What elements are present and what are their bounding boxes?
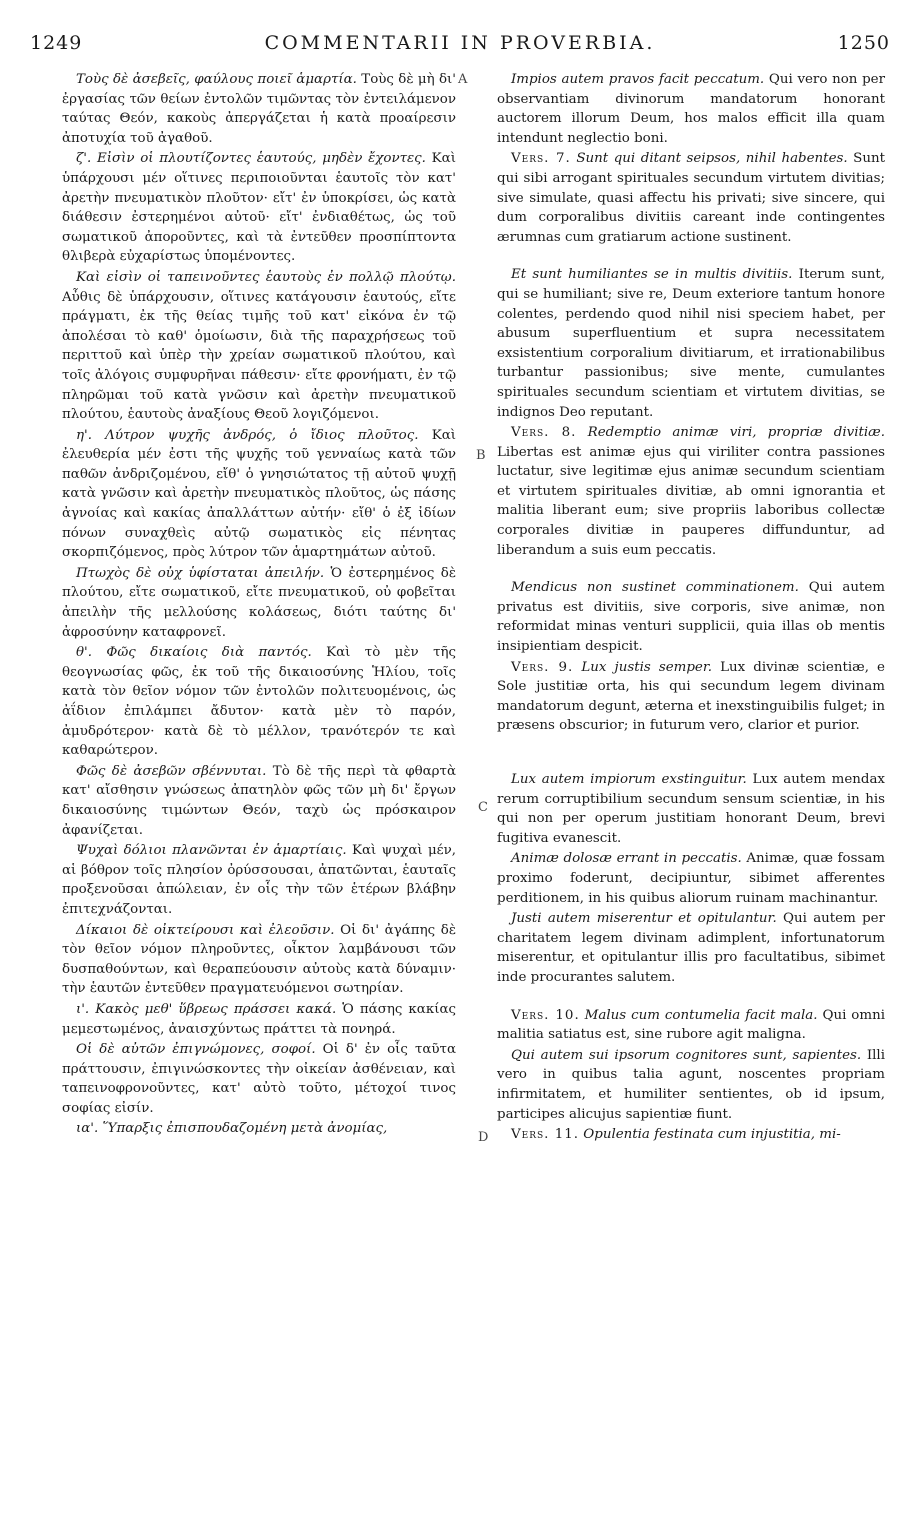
latin-commentary: Qui autem privatus est divitiis, sive corporis, sive animæ, non reformidat minas venturi supplicii, quia illas ob mentis insipientiam despicit. — [497, 580, 885, 655]
latin-paragraph — [497, 1125, 885, 1145]
latin-lemma: Opulentia festinata cum injustitia, mi- — [583, 1127, 841, 1143]
latin-lemma: Redemptio animæ viri, propriæ divitiæ. — [587, 425, 885, 441]
latin-lemma: Animæ dolosæ errant in peccatis. — [511, 851, 742, 867]
greek-commentary: Καὶ ὑπάρχουσι μέν οἵτινες περιποιοῦνται ἑαυτοῖς τὸν κατ' ἀρετὴν πνευματικὸν πλοῦτον· εἴτ' ἐν ὑποκρίσει, ὡς κατὰ διάθεσιν ἐστερημένοι αὐτοῦ· εἴτ' ἐνδιαθέτως, ὡς τοῦ σωματικοῦ ἀποροῦντες, καὶ τὰ ἐντεῦθεν προσπίπτοντα θλιβερὰ εὐχαρίστως ὑπομένοντες. — [62, 151, 456, 265]
latin-lemma: Lux autem impiorum exstinguitur. — [511, 772, 747, 787]
left-page-number: 1249 — [30, 32, 83, 54]
greek-lemma: θ'. Φῶς δικαίοις διὰ παντός. — [76, 645, 312, 661]
running-title: COMMENTARII IN PROVERBIA. — [264, 32, 656, 54]
greek-paragraph — [62, 1000, 456, 1039]
greek-lemma: Τοὺς δὲ ἀσεβεῖς, φαύλους ποιεῖ ἁμαρτία. — [76, 72, 357, 87]
verse-number: Vers. 11. — [511, 1127, 579, 1143]
right-page-number: 1250 — [837, 32, 890, 54]
greek-paragraph — [62, 1119, 456, 1139]
greek-column — [62, 70, 456, 1140]
greek-commentary: Τοὺς δὲ μὴ δι' ἐργασίας τῶν θείων ἐντολῶν τιμῶντας τὸν ἐντειλάμενον ταύτας Θεόν, κακοὺς ἀπεργάζεται ἡ κατὰ προαίρεσιν ἀποτυχία τοῦ ἀγαθοῦ. — [62, 72, 456, 146]
latin-paragraph — [497, 658, 885, 736]
greek-lemma: Δίκαιοι δὲ οἰκτείρουσι καὶ ἐλεοῦσιν. — [76, 922, 335, 938]
latin-lemma: Lux justis semper. — [581, 659, 713, 675]
latin-paragraph — [497, 849, 885, 908]
latin-lemma: Et sunt humiliantes se in multis divitiis. — [511, 267, 793, 283]
latin-paragraph — [497, 578, 885, 656]
greek-lemma: ι'. Κακὸς μεθ' ὕβρεως πράσσει κακά. — [76, 1001, 337, 1017]
greek-lemma: Οἱ δὲ αὐτῶν ἐπιγνώμονες, σοφοί. — [76, 1042, 316, 1058]
margin-letter-c: C — [478, 800, 488, 815]
greek-paragraph — [62, 921, 456, 999]
latin-paragraph — [497, 265, 885, 422]
latin-commentary: Animæ, quæ fossam proximo foderunt, decipiuntur, sibimet afferentes perditionem, in his quibus aliorum ruinam machinantur. — [497, 851, 886, 906]
latin-lemma: Qui autem sui ipsorum cognitores sunt, sapientes. — [511, 1047, 862, 1063]
latin-paragraph — [497, 909, 885, 987]
greek-paragraph — [62, 1040, 456, 1118]
latin-lemma: Malus cum contumelia facit mala. — [584, 1007, 818, 1023]
margin-letter-d: D — [478, 1130, 489, 1145]
margin-letter-b: B — [476, 448, 486, 463]
greek-commentary: Οἱ δ' ἐν οἷς ταῦτα πράττουσιν, ἐπιγινώσκοντες τὴν οἰκείαν ἀσθένειαν, καὶ ταπεινοφρονοῦντες, κατ' αὐτὸ τοῦτο, μέτοχοί τινος σοφίας εἰσίν. — [62, 1042, 456, 1116]
latin-lemma: Sunt qui ditant seipsos, nihil habentes. — [576, 151, 848, 167]
latin-commentary: Lux autem mendax rerum corruptibilium secundum sensum scientiæ, in his qui non per operum justitiam honorant Deum, brevi fugitiva evanescit. — [497, 772, 885, 846]
latin-commentary: Qui autem per charitatem legem divinam adimplent, infortunatorum miserentur, et opitulantur illis pro facultatibus, sibimet inde procurantes salutem. — [497, 911, 885, 985]
greek-lemma: Φῶς δὲ ἀσεβῶν σβέννυται. — [76, 763, 267, 779]
greek-paragraph — [62, 268, 456, 425]
greek-commentary: Οἱ δι' ἀγάπης δὲ τὸν θεῖον νόμον πληροῦντες, οἶκτον λαμβάνουσι τῶν δυσπαθούντων, καὶ θεραπεύουσιν αὐτοὺς κατὰ δύναμιν· τὴν ἑαυτῶν ἐντεῦθεν πραγματευόμενοι σωτηρίαν. — [62, 922, 456, 997]
greek-commentary: Ὁ πάσης κακίας μεμεστωμένος, ἀναισχύντως πράττει τὰ πονηρά. — [62, 1001, 457, 1037]
latin-commentary: Lux divinæ scientiæ, e Sole justitiæ orta, his qui secundum legem divinam mandatorum degunt, æterna et inexstinguibilis fulget; in præsens obscurior; in futurum vero, clarior et purior. — [497, 659, 885, 734]
latin-paragraph — [497, 1046, 885, 1124]
greek-paragraph — [62, 426, 456, 563]
latin-commentary: Libertas est animæ ejus qui viriliter contra passiones luctatur, sive legitimæ ejus animæ secundum scientiam et virtutem spirituales divitiæ, ab omni ignorantia et malitia liberant eum; sive propriis laboribus collectæ corporales divitiæ in pauperes diffunduntur, ad liberandum a suis eum peccatis. — [497, 444, 885, 558]
greek-paragraph — [62, 762, 456, 840]
greek-paragraph — [62, 70, 456, 148]
greek-commentary: Καὶ ψυχαὶ μέν, αἱ βόθρον τοῖς πλησίον ὀρύσσουσαι, ἀπατῶνται, ἑαυταῖς προξενοῦσαι ἀπώλειαν, ἐν οἷς τὴν τῶν ἑτέρων βλάβην ἐπιτεχνάζονται. — [62, 843, 456, 917]
latin-lemma: Justi autem miserentur et opitulantur. — [511, 911, 777, 927]
verse-number: Vers. 7. — [511, 151, 571, 167]
latin-column — [497, 70, 885, 1146]
greek-commentary: Καὶ ἐλευθερία μέν ἐστι τῆς ψυχῆς τοῦ γενναίως κατὰ τῶν παθῶν ἀνδριζομένου, εἴθ' ὁ γνησιώτατος τῇ αὐτοῦ ψυχῇ κατὰ γνῶσιν καὶ ἀρετὴν πνευματικὸς πλοῦτος, ὡς πάσης ἀγνοίας καὶ κακίας ἀπαλλάττων αὐτήν· εἴθ' ὁ ἐξ ἰδίων πόνων συναχθεὶς αὐτῷ σωματικὸς εἰς πένητας σκορπιζόμενος, πρὸς λύτρον τῶν ἁμαρτημάτων αὐτοῦ. — [62, 427, 457, 561]
greek-commentary: Ὁ ἐστερημένος δὲ πλούτου, εἴτε σωματικοῦ, εἴτε πνευματικοῦ, οὐ φοβεῖται ἀπειλὴν τῆς μελλούσης κολάσεως, διότι ταύτης δι' ἀφροσύνην καταφρονεῖ. — [62, 565, 457, 640]
margin-letter-a: A — [458, 72, 468, 87]
greek-commentary: Αὖθις δὲ ὑπάρχουσιν, οἵτινες κατάγουσιν ἑαυτούς, εἴτε πράγματι, ἐκ τῆς θείας τιμῆς τοῦ κατ' εἰκόνα ἐν τῷ ἀπολέσαι τὸ καθ' ὁμοίωσιν, διὰ τῆς παραχρήσεως τοῦ περιττοῦ καὶ ὑπὲρ τὴν χρείαν σωματικοῦ πλούτου, καὶ τοῖς ἀλόγοις συμφυρῆναι πάθεσιν· εἴτε φρονήματι, ἐν τῷ πληρῶμαι τοῦ κατὰ γνῶσιν καὶ ἀρετὴν πνευματικοῦ πλούτου, ἑαυτοὺς ἀναξίους Θεοῦ λογιζόμενοι. — [62, 289, 456, 423]
latin-commentary: Iterum sunt, qui se humiliant; sive re, Deum exteriore tantum honore colentes, perdendo quod nihil nisi speciem habet, per abusum superfluentium et supra necessitatem exsistentium corporalium divitiarum, et irrationabilibus turbantur passionibus; sive mente, cumulantes spirituales secundum scientiam et virtutem divitias, se indignos Deo reputant. — [497, 267, 885, 420]
greek-paragraph — [62, 564, 456, 642]
greek-lemma: Καὶ εἰσὶν οἱ ταπεινοῦντες ἑαυτοὺς ἐν πολλῷ πλούτῳ. — [76, 269, 456, 285]
greek-paragraph — [62, 841, 456, 919]
latin-paragraph — [497, 149, 885, 247]
verse-number: Vers. 10. — [511, 1007, 580, 1023]
verse-number: Vers. 9. — [511, 659, 574, 675]
latin-lemma: Mendicus non sustinet comminationem. — [511, 580, 799, 596]
greek-lemma: Ψυχαὶ δόλιοι πλανῶνται ἐν ἁμαρτίαις. — [76, 843, 347, 859]
verse-number: Vers. 8. — [511, 425, 577, 441]
page-header — [30, 28, 890, 60]
latin-paragraph — [497, 423, 885, 560]
greek-paragraph — [62, 643, 456, 761]
greek-lemma: ζ'. Εἰσὶν οἱ πλουτίζοντες ἑαυτούς, μηδὲν ἔχοντες. — [76, 151, 426, 167]
latin-paragraph — [497, 1006, 885, 1045]
latin-lemma: Impios autem pravos facit peccatum. — [511, 72, 765, 87]
latin-paragraph — [497, 770, 885, 848]
greek-paragraph — [62, 149, 456, 267]
greek-lemma: Πτωχὸς δὲ οὐχ ὑφίσταται ἀπειλήν. — [76, 565, 325, 581]
latin-commentary: Illi vero in quibus talia agunt, noscentes propriam infirmitatem, et humiliter sentientes, ob id ipsum, participes alicujus sapientiæ fiunt. — [497, 1047, 885, 1122]
latin-commentary: Qui vero non per observantiam divinorum mandatorum honorant auctorem illorum Deum, hos malos efficit illa quam intendunt neglectio boni. — [497, 72, 885, 146]
latin-commentary: Qui omni malitia satiatus est, sine rubore agit maligna. — [497, 1007, 885, 1043]
greek-commentary: Καὶ τὸ μὲν τῆς θεογνωσίας φῶς, ἐκ τοῦ τῆς δικαιοσύνης Ἡλίου, τοῖς κατὰ τὸν θεῖον νόμον τῶν ἐντολῶν πολιτευομένοις, ὡς ἀΐδιον ἐπιλάμπει ἄδυτον· κατὰ μὲν τὸ παρόν, ἀμυδρότερον· κατὰ δὲ τὸ μέλλον, τρανότερόν τε καὶ καθαρώτερον. — [62, 645, 456, 759]
greek-lemma: ια'. Ὕπαρξις ἐπισπουδαζομένη μετὰ ἀνομίας, — [76, 1121, 388, 1137]
latin-commentary: Sunt qui sibi arrogant spirituales secundum virtutem divitias; sive simulate, quasi affectu his privati; sive sincere, qui dum corporalibus divitiis careant inde contingentes ærumnas cum gratiarum actione sustinent. — [497, 151, 885, 245]
greek-lemma: η'. Λύτρον ψυχῆς ἀνδρός, ὁ ἴδιος πλοῦτος. — [76, 427, 419, 443]
latin-paragraph — [497, 70, 885, 148]
greek-commentary: Τὸ δὲ τῆς περὶ τὰ φθαρτὰ κατ' αἴσθησιν γνώσεως ἀπατηλὸν φῶς τῶν μὴ δι' ἔργων δικαιοσύνης τιμώντων Θεόν, ταχὺ ὡς πρόσκαιρον ἀφανίζεται. — [62, 763, 457, 838]
